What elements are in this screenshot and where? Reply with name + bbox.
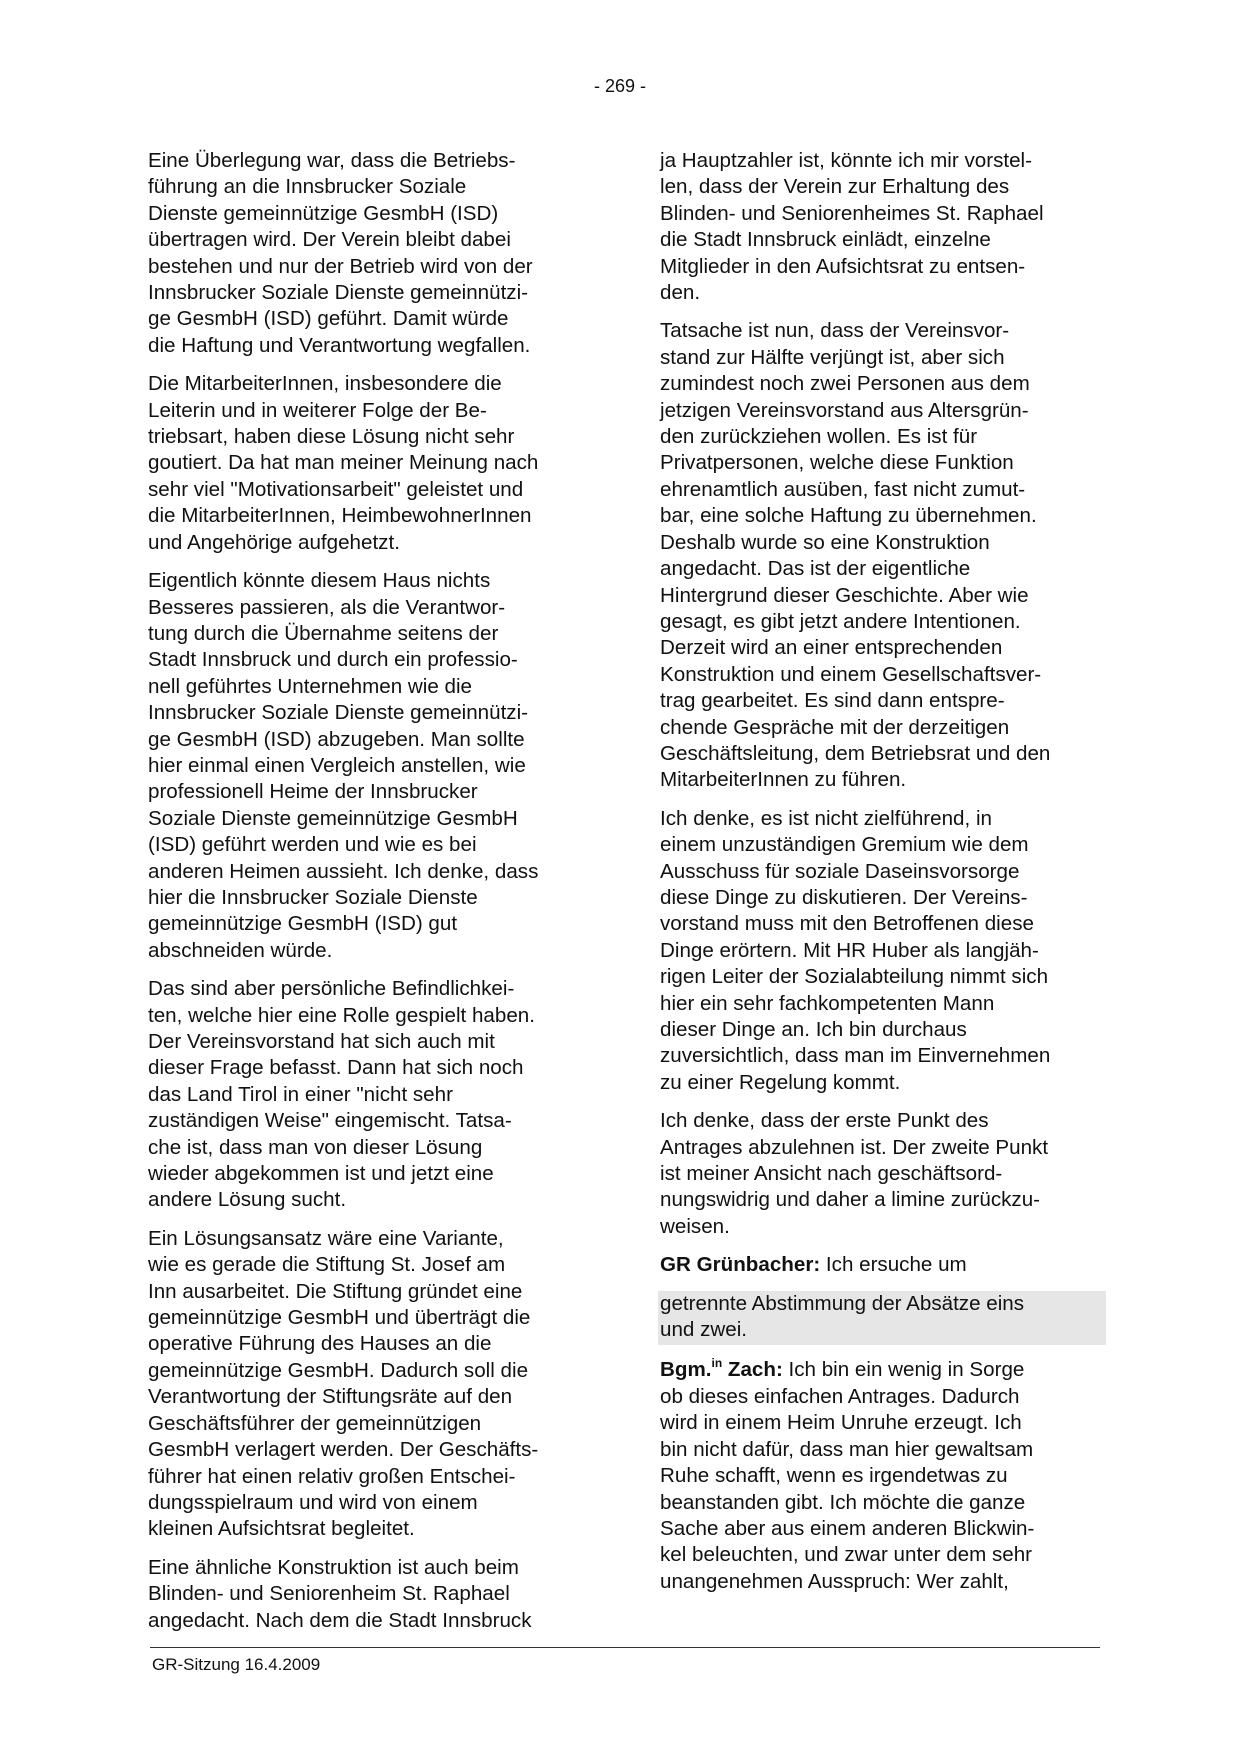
speaker-name: Zach: [722, 1358, 783, 1382]
footer-divider [150, 1647, 1100, 1648]
speaker-superscript: in [711, 1356, 723, 1371]
paragraph: Ich denke, dass der erste Punkt des Antrages abzulehnen ist. Der zweite Punkt ist meiner Ansicht nach geschäftsord- nungswidrig und daher a limine zurückzu- weisen. [660, 1109, 1049, 1238]
footer-session-label: GR-Sitzung 16.4.2009 [152, 1655, 321, 1674]
paragraph: Ich denke, es ist nicht zielführend, in einem unzuständigen Gremium wie dem Ausschuss für soziale Daseinsvorsorge diese Dinge zu diskutieren. Der Vereins- vorstand muss mit den Betroffenen diese Dinge erörtern. Mit HR Huber als langjäh- rigen Leiter der Sozialabteilung nimmt sich hier ein sehr fachkompetenten Mann dieser Dinge an. Ich bin durchaus zuversichtlich, dass man im Einvernehmen zu einer Regelung kommt. [660, 806, 1051, 1094]
paragraph: Das sind aber persönliche Befindlichkei- ten, welche hier eine Rolle gespielt haben. Der Vereinsvorstand hat sich auch mit dieser Frage befasst. Dann hat sich noch das Land Tirol in einer "nicht sehr zuständigen Weise" eingemischt. Tatsa- che ist, dass man von dieser Lösung wieder abgekommen ist und jetzt eine andere Lösung sucht. [148, 977, 535, 1212]
paragraph: Ein Lösungsansatz wäre eine Variante, wie es gerade die Stiftung St. Josef am Inn ausarbeitet. Die Stiftung gründet eine gemeinnützige GesmbH und überträgt die operative Führung des Hauses an die gemeinnützige GesmbH. Dadurch soll die Verantwortung der Stiftungsräte auf den Geschäftsführer der gemeinnützigen GesmbH verlagert werden. Der Geschäfts- führer hat einen relativ großen Entschei- dungsspielraum und wird von einem kleinen Aufsichtsrat begleitet. [148, 1226, 539, 1541]
speaker-paragraph [660, 1252, 1106, 1278]
speaker-paragraph [660, 1357, 1106, 1595]
page-number: - 269 - [593, 76, 647, 96]
paragraph: Eigentlich könnte diesem Haus nichts Besseres passieren, als die Verantwor- tung durch die Übernahme seitens der Stadt Innsbruck und durch ein professio- nell geführtes Unternehmen wie die Innsbrucker Soziale Dienste gemeinnützi- ge GesmbH (ISD) abzugeben. Man sollte hier einmal einen Vergleich anstellen, wie professionell Heime der Innsbrucker Soziale Dienste gemeinnützige GesmbH (ISD) geführt werden und wie es bei anderen Heimen aussieht. Ich denke, dass hier die Innsbrucker Soziale Dienste gemeinnützige GesmbH (ISD) gut abschneiden würde. [148, 569, 539, 962]
paragraph: Eine ähnliche Konstruktion ist auch beim Blinden- und Seniorenheim St. Raphael angedacht. Nach dem die Stadt Innsbruck [148, 1555, 532, 1632]
highlighted-paragraph: getrennte Abstimmung der Absätze eins und zwei. [658, 1291, 1106, 1346]
speaker-text: Ich bin ein wenig in Sorge ob dieses einfachen Antrages. Dadurch wird in einem Heim Unruhe erzeugt. Ich bin nicht dafür, dass man hier gewaltsam Ruhe schafft, wenn es irgendetwas zu beanstanden gibt. Ich möchte die ganze Sache aber aus einem anderen Blickwin- kel beleuchten, und zwar unter dem sehr unangenehmen Ausspruch: Wer zahlt, [660, 1358, 1035, 1593]
paragraph: Eine Überlegung war, dass die Betriebs- führung an die Innsbrucker Soziale Dienste gemeinnützige GesmbH (ISD) übertragen wird. Der Verein bleibt dabei bestehen und nur der Betrieb wird von der Innsbrucker Soziale Dienste gemeinnützi- ge GesmbH (ISD) geführt. Damit würde die Haftung und Verantwortung wegfallen. [148, 149, 533, 357]
left-column [148, 148, 594, 1646]
speaker-label: GR Grünbacher: [660, 1253, 821, 1277]
paragraph: Die MitarbeiterInnen, insbesondere die Leiterin und in weiterer Folge der Be- triebsart, haben diese Lösung nicht sehr goutiert. Da hat man meiner Meinung nach sehr viel "Motivationsarbeit" geleistet und die MitarbeiterInnen, HeimbewohnerInnen und Angehörige aufgehetzt. [148, 372, 539, 554]
paragraph: ja Hauptzahler ist, könnte ich mir vorstel- len, dass der Verein zur Erhaltung des Blinden- und Seniorenheimes St. Raphael die Stadt Innsbruck einlädt, einzelne Mitglieder in den Aufsichtsrat zu entsen- den. [660, 149, 1044, 305]
right-column [660, 148, 1106, 1607]
speaker-label: Bgm. [660, 1358, 712, 1382]
paragraph: Tatsache ist nun, dass der Vereinsvor- stand zur Hälfte verjüngt ist, aber sich zumindest noch zwei Personen aus dem jetzigen Vereinsvorstand aus Altersgrün- den zurückziehen wollen. Es ist für Privatpersonen, welche diese Funktion ehrenamtlich ausüben, fast nicht zumut- bar, eine solche Haftung zu übernehmen. Deshalb wurde so eine Konstruktion angedacht. Das ist der eigentliche Hintergrund dieser Geschichte. Aber wie gesagt, es gibt jetzt andere Intentionen. Derzeit wird an einer entsprechenden Konstruktion und einem Gesellschaftsver- trag gearbeitet. Es sind dann entspre- chende Gespräche mit der derzeitigen Geschäftsleitung, dem Betriebsrat und den MitarbeiterInnen zu führen. [660, 319, 1051, 792]
speaker-text: Ich ersuche um [820, 1253, 967, 1277]
